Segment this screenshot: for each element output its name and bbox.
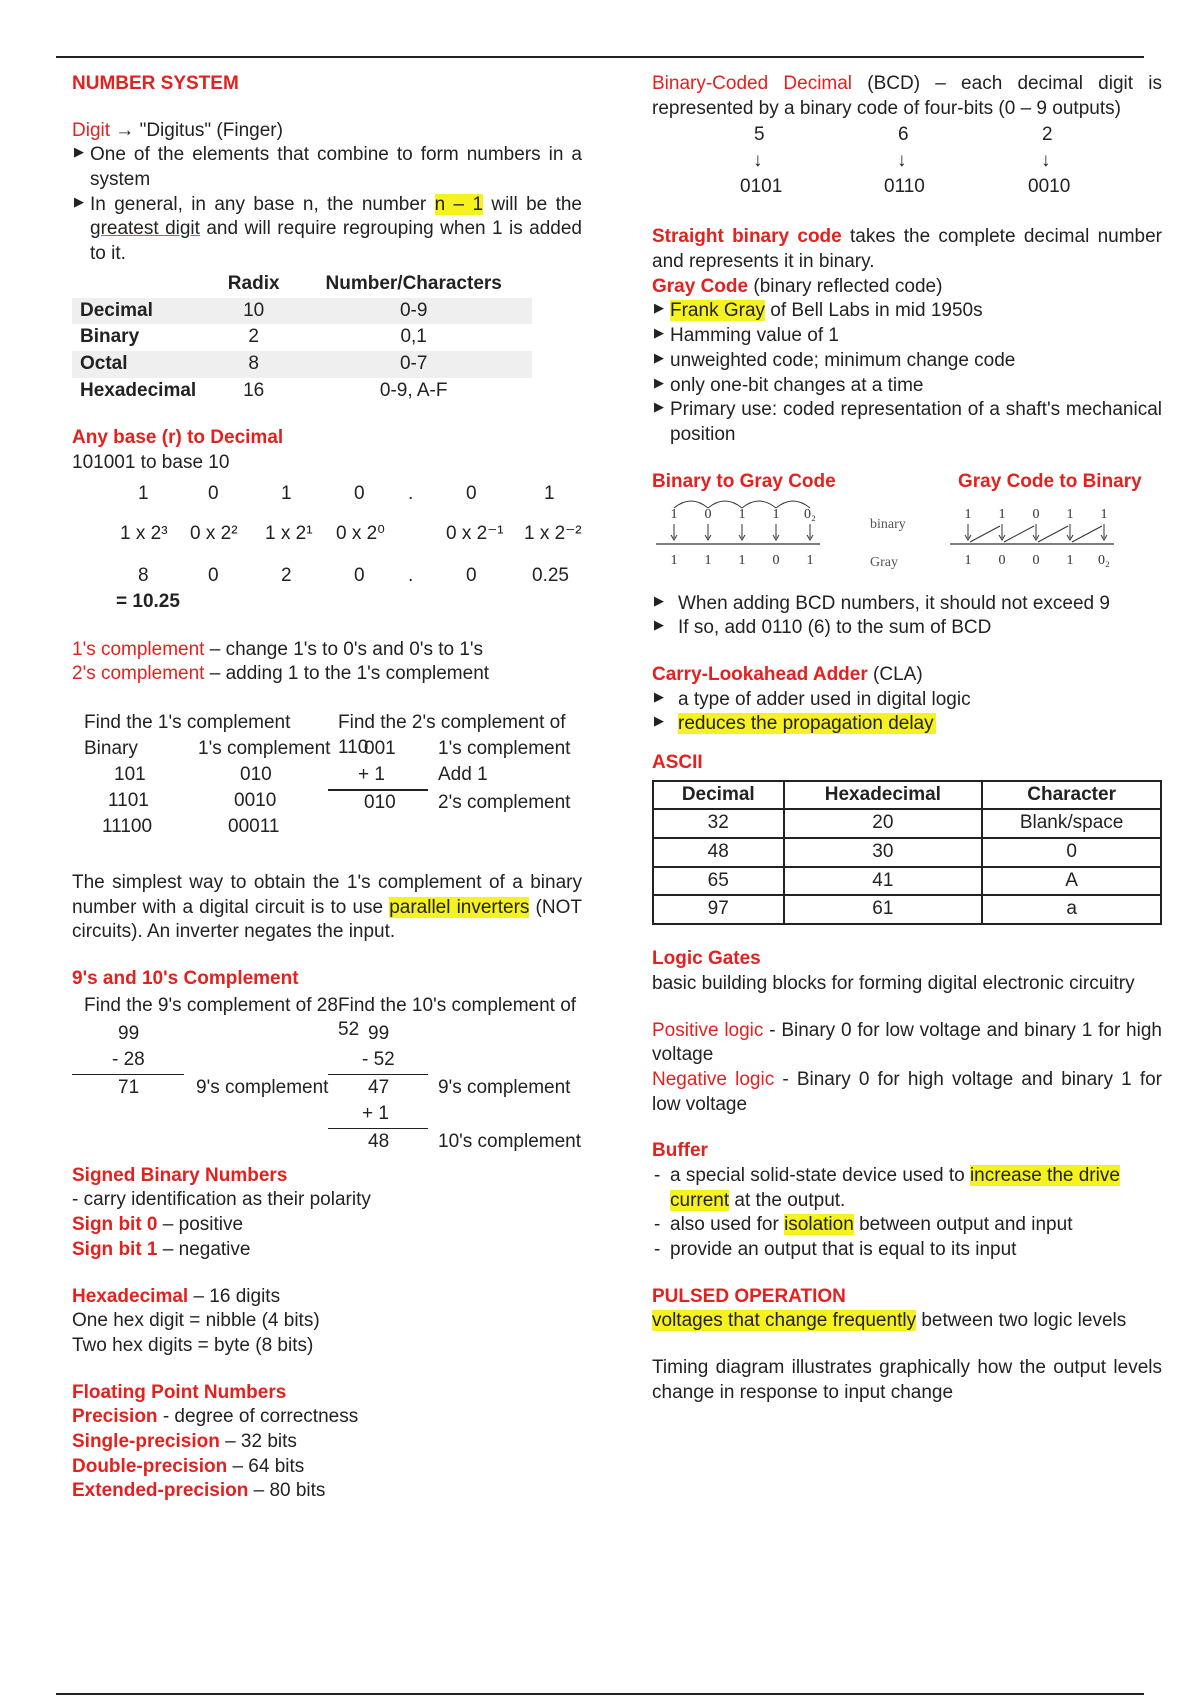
g2b-binary-digit: 1 (964, 552, 972, 568)
twos-example-value: + 1 (358, 764, 385, 785)
anybase-example: 101001 to base 10 (72, 451, 230, 473)
negative-logic-term: Negative logic (652, 1068, 775, 1090)
anybase-value: 0 (354, 564, 365, 586)
inverter-post: (NOT circuits). An inverter negates the input. (72, 896, 582, 943)
radix-cell-name: Octal (72, 351, 212, 378)
radix-cell-name: Binary (80, 326, 140, 348)
twos-complement-desc: – adding 1 to the 1's complement (204, 663, 490, 685)
radix-row (72, 378, 532, 405)
ones-complement-def (72, 638, 582, 663)
anybase-value: 0 (208, 564, 219, 586)
radix-cell-name: Hexadecimal (80, 379, 197, 401)
b2g-xor-arc (742, 501, 776, 508)
buffer-bullet-2 (652, 1213, 1162, 1238)
g2b-binary-digit: 0 (1032, 552, 1040, 568)
digit-bullet-2 (72, 193, 582, 267)
radix-row (72, 298, 532, 325)
ascii-header-char: Character (982, 781, 1161, 810)
b2g-binary-digit: 1 (772, 506, 780, 522)
digit-bullet-1-text: One of the elements that combine to form numbers in a system (90, 144, 582, 191)
g2b-binary-digit: 0₂ (1098, 552, 1110, 568)
cla-bullet-1-text: a type of adder used in digital logic (678, 688, 971, 710)
hex-nibble: One hex digit = nibble (4 bits) (72, 1310, 320, 1332)
ones-example-result: 010 (240, 764, 272, 785)
bcd-digit: 6 (898, 124, 909, 146)
nines-tens-title: 9's and 10's Complement (72, 968, 299, 990)
radix-cell-radix: 2 (248, 326, 259, 348)
bcd-digit: 5 (754, 124, 765, 146)
tens-example-subtrahend: - 52 (362, 1048, 395, 1070)
digit-bullets (72, 143, 582, 266)
g2b-gray-digit: 1 (1100, 506, 1108, 522)
twos-example-value: 001 (364, 738, 396, 759)
positive-logic-desc: - Binary 0 for low voltage and binary 1 for high voltage (652, 1019, 1162, 1066)
twos-example-title: Find the 2's complement of 110 (338, 712, 566, 758)
pulsed-post: between two logic levels (916, 1310, 1127, 1332)
radix-table (72, 271, 532, 404)
cla-def (652, 663, 1162, 688)
anybase-expansion (72, 476, 582, 626)
tens-example-title: Find the 10's complement of 52 (338, 994, 577, 1041)
b2g-gray-digit: 1 (738, 552, 746, 568)
complement-examples (72, 711, 582, 871)
anybase-point: . (408, 482, 414, 504)
buffer-bullet-3 (652, 1238, 1162, 1263)
tens-example-nines: 47 (368, 1076, 390, 1098)
g2b-gray-digit: 1 (1066, 506, 1074, 522)
radix-header-radix: Radix (227, 272, 280, 294)
bcd-arrow: ↓ (753, 150, 763, 172)
b2g-binary-digit: 1 (738, 506, 746, 522)
b2g-binary-digit: 1 (670, 506, 678, 522)
ascii-header-decimal: Decimal (653, 781, 784, 810)
tens-example-minuend: 99 (368, 1022, 390, 1044)
anybase-term: 1 x 2⁻² (524, 522, 582, 544)
radix-header-blank (72, 271, 212, 298)
g2b-diag-arrow (970, 526, 1000, 542)
buffer-title: Buffer (652, 1140, 708, 1162)
ascii-header-row (653, 781, 1161, 810)
pulsed-highlight: voltages that change frequently (652, 1310, 917, 1332)
digit-bullet-2-underline: greatest digit (90, 218, 200, 240)
gray-bullet-3-text: unweighted code; minimum change code (670, 349, 1016, 371)
ones-complement-desc: – change 1's to 0's and 0's to 1's (204, 638, 484, 660)
float-extended-term: Extended-precision (72, 1480, 249, 1502)
cla-bullet-2 (652, 712, 1162, 737)
tens-example-label-2: 10's complement (438, 1130, 582, 1152)
twos-example-label: 1's complement (438, 738, 571, 759)
cla-bullet-1 (652, 688, 1162, 713)
twos-example-label: Add 1 (438, 764, 488, 785)
twos-complement-def (72, 662, 582, 687)
sign-bit-0-desc: – positive (157, 1214, 244, 1236)
buffer-bullet-1-pre: a special solid-state device used to (670, 1164, 970, 1186)
negative-logic (652, 1068, 1162, 1117)
radix-cell-chars: 0,1 (400, 326, 427, 348)
inverter-pre: The simplest way to obtain the 1's complement of a binary number with a digital circuit is to use (72, 872, 582, 918)
anybase-digit: 0 (466, 482, 477, 504)
hex-byte: Two hex digits = byte (8 bits) (72, 1334, 314, 1356)
label-gray: Gray (870, 554, 898, 570)
pulsed-operation-desc (652, 1309, 1162, 1334)
ones-example-binary: 101 (114, 764, 146, 785)
digit-bullet-2-post: and will require regrouping when 1 is added to it. (90, 218, 582, 265)
g2b-gray-digit: 1 (998, 506, 1006, 522)
b2g-xor-arc (674, 501, 708, 508)
left-column (72, 72, 582, 1504)
digit-term: Digit (72, 119, 111, 141)
signed-desc: - carry identification as their polarity (72, 1189, 371, 1211)
gray-conversion-diagram (652, 498, 1162, 578)
anybase-value: 8 (138, 564, 149, 586)
buffer-bullet-2-post: between output and input (853, 1214, 1073, 1236)
tens-example-result: 48 (368, 1130, 390, 1152)
anybase-digit: 1 (544, 482, 555, 504)
bcd-code: 0110 (884, 176, 925, 198)
cla-bullets (652, 688, 1162, 737)
twos-example-label: 2's complement (438, 792, 571, 813)
hex-term: Hexadecimal (72, 1285, 189, 1307)
anybase-term: 0 x 2⁰ (336, 522, 385, 544)
sign-bit-1-desc: – negative (157, 1238, 251, 1260)
buffer-bullets (652, 1164, 1162, 1263)
tens-example-label-1: 9's complement (438, 1076, 571, 1098)
digit-bullet-2-pre: In general, in any base n, the number (90, 193, 435, 215)
gray-to-binary-title: Gray Code to Binary (958, 470, 1142, 492)
straight-binary-def (652, 225, 1162, 274)
bcd-digit: 2 (1042, 124, 1053, 146)
radix-cell-name: Decimal (72, 298, 212, 325)
gray-bullet-4 (652, 374, 1162, 399)
ascii-cell: 32 (653, 809, 784, 838)
bcd-add-bullet-2-text: If so, add 0110 (6) to the sum of BCD (678, 617, 992, 639)
ascii-title: ASCII (652, 752, 703, 773)
gray-bullet-4-text: only one-bit changes at a time (670, 374, 924, 396)
gray-conversion (652, 470, 1162, 582)
b2g-binary-digit: 0₂ (804, 506, 816, 522)
digit-definition (72, 119, 582, 144)
float-extended-desc: – 80 bits (248, 1480, 326, 1502)
bcd-add-bullet-1-text: When adding BCD numbers, it should not exceed 9 (678, 592, 1110, 614)
anybase-term: 0 x 2² (190, 522, 238, 544)
anybase-digit: 0 (208, 482, 219, 504)
buffer-bullet-1-highlight: increase the drive current (670, 1164, 1120, 1211)
radix-cell-chars: 0-7 (295, 351, 532, 378)
section-title-number-system: NUMBER SYSTEM (72, 73, 239, 94)
logic-gates-title: Logic Gates (652, 948, 761, 970)
float-single-desc: – 32 bits (219, 1430, 297, 1452)
straight-binary-desc: takes the complete decimal number and represents it in binary. (652, 226, 1162, 273)
timing-diagram-desc: Timing diagram illustrates graphically how the output levels change in response to input change (652, 1357, 1162, 1403)
anybase-term: 0 x 2⁻¹ (446, 522, 504, 544)
gray-bullet-1-highlight: Frank Gray (670, 300, 766, 322)
ascii-cell: a (982, 895, 1161, 924)
gray-bullet-1-post: of Bell Labs in mid 1950s (765, 300, 983, 322)
gray-bullet-5 (652, 398, 1162, 447)
ascii-cell: 20 (784, 809, 983, 838)
sign-bit-1-term: Sign bit 1 (72, 1238, 158, 1260)
b2g-gray-digit: 1 (806, 552, 814, 568)
ascii-cell: 61 (784, 895, 983, 924)
right-column (652, 72, 1162, 1405)
bcd-code: 0101 (740, 176, 783, 198)
ones-example-result: 00011 (228, 816, 280, 837)
ones-example-header-complement: 1's complement (198, 738, 331, 759)
anybase-result: = 10.25 (116, 590, 180, 612)
b2g-xor-arc (708, 501, 742, 508)
digit-bullet-1 (72, 143, 582, 192)
gray-bullet-3 (652, 349, 1162, 374)
radix-cell-chars: 0-9 (295, 298, 532, 325)
buffer-bullet-1 (652, 1164, 1162, 1213)
gray-code-bullets (652, 299, 1162, 447)
gray-bullet-1 (652, 299, 1162, 324)
b2g-gray-digit: 1 (670, 552, 678, 568)
float-double-term: Double-precision (72, 1455, 228, 1477)
g2b-binary-digit: 1 (1066, 552, 1074, 568)
radix-cell-chars: 0-9, A-F (379, 379, 448, 401)
binary-to-gray-title: Binary to Gray Code (652, 470, 836, 492)
buffer-bullet-2-highlight: isolation (784, 1214, 854, 1236)
float-single (72, 1430, 582, 1455)
gray-to-binary-diagram (950, 507, 1114, 568)
ascii-header-hex: Hexadecimal (784, 781, 983, 810)
float-extended (72, 1479, 582, 1504)
radix-row (72, 324, 532, 351)
twos-complement-term: 2's complement (72, 663, 205, 685)
radix-table-header (72, 271, 532, 298)
bcd-addition-bullets (652, 592, 1162, 641)
g2b-gray-digit: 0 (1032, 506, 1040, 522)
float-precision (72, 1405, 582, 1430)
positive-logic-term: Positive logic (652, 1019, 764, 1041)
ascii-cell: Blank/space (982, 809, 1161, 838)
b2g-gray-digit: 1 (704, 552, 712, 568)
gray-bullet-2 (652, 324, 1162, 349)
anybase-value: 0 (466, 564, 477, 586)
ones-example-result: 0010 (234, 790, 277, 811)
digit-bullet-2-highlight: n – 1 (434, 193, 484, 215)
float-precision-term: Precision (72, 1406, 158, 1428)
float-precision-desc: - degree of correctness (157, 1406, 359, 1428)
anybase-digit: 1 (281, 482, 292, 504)
anybase-point: . (408, 564, 414, 586)
g2b-binary-digit: 0 (998, 552, 1006, 568)
hex-def (72, 1285, 582, 1310)
ascii-cell: 41 (784, 867, 983, 896)
g2b-diag-arrow (1038, 526, 1068, 542)
buffer-bullet-1-post: at the output. (729, 1189, 846, 1211)
ascii-table (652, 780, 1162, 925)
b2g-gray-digit: 0 (772, 552, 780, 568)
g2b-diag-arrow (1072, 526, 1102, 542)
bcd-add-bullet-1 (652, 592, 1162, 617)
ascii-cell: 30 (784, 838, 983, 867)
sign-bit-1 (72, 1238, 582, 1263)
ones-example-title: Find the 1's complement (84, 712, 291, 733)
inverter-highlight: parallel inverters (389, 896, 530, 918)
nines-example-result: 71 (118, 1076, 140, 1098)
anybase-term: 1 x 2¹ (265, 522, 313, 544)
ascii-row (653, 838, 1161, 867)
g2b-diag-arrow (1004, 526, 1034, 542)
float-single-term: Single-precision (72, 1430, 220, 1452)
ascii-cell: 65 (653, 867, 784, 896)
radix-header-chars: Number/Characters (325, 272, 502, 294)
cla-desc: (CLA) (867, 663, 923, 685)
positive-logic (652, 1019, 1162, 1068)
radix-cell-radix: 8 (212, 351, 295, 378)
float-double (72, 1455, 582, 1480)
buffer-bullet-3-text: provide an output that is equal to its input (670, 1239, 1017, 1260)
gray-code-desc: (binary reflected code) (748, 275, 943, 297)
bcd-add-bullet-2 (652, 616, 1162, 641)
nines-example-subtrahend: - 28 (112, 1048, 145, 1070)
logic-gates-desc: basic building blocks for forming digital electronic circuitry (652, 972, 1135, 994)
ones-example-binary: 1101 (108, 790, 149, 811)
gray-code-def (652, 275, 1162, 300)
bottom-rule (56, 1693, 1144, 1695)
ascii-row (653, 809, 1161, 838)
anybase-value: 0.25 (532, 564, 569, 586)
ascii-row (653, 867, 1161, 896)
anybase-term: 1 x 2³ (120, 522, 168, 544)
sign-bit-0 (72, 1213, 582, 1238)
tens-example-add: + 1 (362, 1102, 389, 1124)
anybase-digit: 0 (354, 482, 365, 504)
binary-to-gray-diagram (656, 501, 820, 568)
nines-example-minuend: 99 (118, 1022, 140, 1044)
anybase-digit: 1 (138, 482, 149, 504)
ones-example-header-binary: Binary (84, 738, 138, 759)
bcd-arrow: ↓ (1041, 150, 1051, 172)
digit-bullet-2-mid: will be the (483, 193, 582, 215)
float-title: Floating Point Numbers (72, 1381, 287, 1403)
label-binary: binary (870, 516, 906, 532)
bcd-arrow: ↓ (897, 150, 907, 172)
top-rule (56, 56, 1144, 58)
ascii-cell: 0 (982, 838, 1161, 867)
digit-etymology: "Digitus" (Finger) (139, 119, 283, 141)
bcd-example (652, 121, 1162, 203)
ascii-cell: 48 (653, 838, 784, 867)
bcd-code: 0010 (1028, 176, 1071, 198)
pulsed-operation-title: PULSED OPERATION (652, 1285, 846, 1307)
gray-bullet-5-text: Primary use: coded representation of a shaft's mechanical position (670, 399, 1162, 445)
radix-row (72, 351, 532, 378)
cla-bullet-2-highlight: reduces the propagation delay (678, 713, 934, 735)
radix-cell-radix: 16 (243, 379, 265, 401)
ascii-row (653, 895, 1161, 924)
bcd-definition (652, 72, 1162, 121)
signed-title: Signed Binary Numbers (72, 1164, 288, 1186)
ascii-cell: A (982, 867, 1161, 896)
ascii-cell: 97 (653, 895, 784, 924)
gray-code-term: Gray Code (652, 275, 749, 297)
straight-binary-term: Straight binary code (652, 226, 842, 248)
sign-bit-0-term: Sign bit 0 (72, 1214, 158, 1236)
twos-example-value: 010 (364, 792, 396, 813)
ones-complement-term: 1's complement (72, 638, 205, 660)
buffer-bullet-2-pre: also used for (670, 1214, 785, 1236)
anybase-title: Any base (r) to Decimal (72, 427, 284, 449)
negative-logic-desc: - Binary 0 for high voltage and binary 1 for low voltage (652, 1068, 1163, 1115)
inverter-paragraph (72, 871, 582, 945)
float-double-desc: – 64 bits (227, 1455, 305, 1477)
bcd-term: Binary-Coded Decimal (652, 73, 853, 94)
digit-arrow: → (110, 119, 140, 141)
b2g-binary-digit: 0 (704, 506, 712, 522)
anybase-value: 2 (281, 564, 292, 586)
nines-example-label: 9's complement (196, 1076, 329, 1098)
bcd-desc: (BCD) – each decimal digit is represented by a binary code of four-bits (0 – 9 outputs) (652, 73, 1162, 119)
gray-bullet-2-text: Hamming value of 1 (670, 325, 839, 347)
nines-tens-examples (72, 992, 582, 1152)
ones-example-binary: 11100 (102, 816, 153, 837)
cla-term: Carry-Lookahead Adder (652, 663, 868, 685)
hex-desc: – 16 digits (188, 1285, 281, 1307)
radix-cell-radix: 10 (212, 298, 295, 325)
g2b-gray-digit: 1 (964, 506, 972, 522)
nines-example-title: Find the 9's complement of 28 (84, 994, 338, 1016)
